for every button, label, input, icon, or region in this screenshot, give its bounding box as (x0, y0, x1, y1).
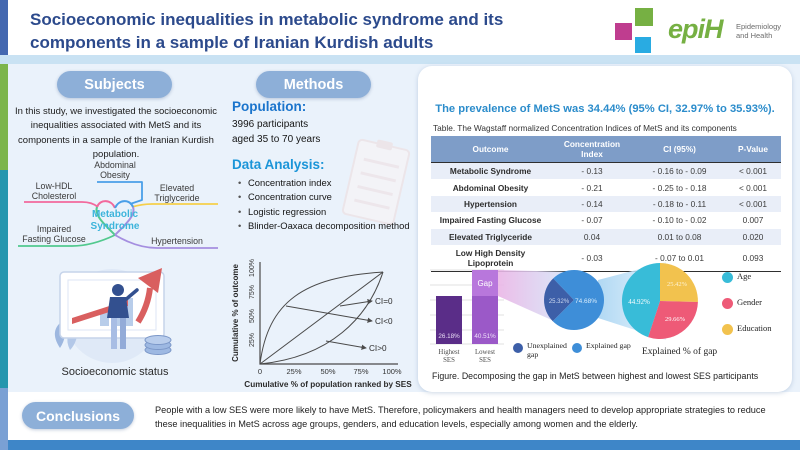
y-tick-25: 25% (249, 332, 256, 348)
x-tick-25: 25% (286, 367, 302, 376)
cell-value: < 0.001 (739, 182, 767, 193)
study-description: In this study, we investigated the socioeconomic inequalities associated with MetS and its components in a sample of the Iranian Kurdish population. (14, 106, 218, 160)
gap-label: Gap (477, 279, 493, 288)
cell-value: 0.007 (742, 215, 764, 226)
x-tick-0: 0 (257, 367, 263, 376)
cell-outcome: Impaired Fasting Glucose (439, 215, 542, 226)
equality-line (260, 272, 383, 364)
logo-tagline-line2: and Health (736, 31, 773, 41)
table-row (431, 179, 781, 195)
age-dot-icon (722, 272, 733, 283)
x-tick-100: 100% (382, 367, 402, 376)
metabolic-syndrome-diagram (12, 156, 218, 258)
legend-unexplained-label: Unexplained gap (527, 341, 567, 359)
left-accent-teal (0, 170, 8, 388)
pie2-gender-value: 29.66% (664, 316, 686, 323)
col-header-outcome: Outcome (431, 136, 550, 163)
diagram-center-label-1: Metabolic (91, 209, 139, 220)
conclusions-text: People with a low SES were more likely to have MetS. Therefore, policymakers and health managers need to develop appropriate strategies to reduce these inequalities in MetS across age groups, genders, and education levels, especially among women and the elderly. (155, 405, 766, 430)
cell-outcome: Abdominal Obesity (452, 182, 529, 193)
person-leg (111, 318, 117, 349)
lowest-bar-value: 40.51% (474, 333, 496, 340)
highest-ses-tick-1: Highest (438, 349, 460, 356)
explained-gap-dot-icon (572, 343, 582, 353)
analysis-item: • Concentration index (238, 177, 413, 189)
legend-gender-label: Gender (737, 297, 763, 307)
legend-education (722, 323, 771, 335)
cell-value: - 0.03 (581, 253, 603, 264)
cell-outcome: Elevated Triglyceride (448, 231, 532, 242)
heart-segment-pink (97, 201, 115, 208)
page-title: Socioeconomic inequalities in metabolic syndrome and its components in a sample of Iranian Kurdish adults (30, 10, 504, 52)
legend-education-label: Education (737, 323, 772, 333)
logo-square-magenta-icon (615, 23, 632, 40)
cell-value: 0.01 to 0.08 (657, 231, 702, 242)
logo-square-green-icon (635, 8, 653, 26)
highest-bar-value: 26.18% (438, 333, 460, 340)
gender-dot-icon (722, 298, 733, 309)
ci-lt-label: CI<0 (375, 317, 393, 326)
explained-pct-caption: Explained % of gap (642, 347, 718, 357)
coin-icon (145, 336, 171, 345)
figure-caption: Figure. Decomposing the gap in MetS between highest and lowest SES participants (432, 371, 759, 381)
hypertension-label: Hypertension (151, 236, 203, 246)
cell-value: - 0.10 to - 0.02 (652, 215, 707, 226)
cell-value: < 0.001 (739, 198, 767, 209)
logo-tagline-line1: Epidemiology (736, 22, 782, 31)
analysis-item: • Logistic regression (238, 206, 413, 218)
pie1-unexplained-value: 25.32% (548, 299, 570, 305)
concentration-indices-table (431, 136, 781, 272)
col-header-pvalue: P-Value (725, 136, 781, 163)
ci-gt-arrow (326, 341, 366, 348)
hdl-label-2: Cholesterol (31, 191, 77, 201)
hdl-label-1: Low-HDL (35, 181, 73, 191)
legend-explained-label: Explained gap (586, 341, 631, 350)
y-tick-100: 100% (249, 259, 256, 277)
legend-gender (722, 297, 762, 309)
curve-xlabel: Cumulative % of population ranked by SES (244, 380, 412, 389)
analysis-list (238, 177, 413, 234)
table-row (431, 163, 781, 180)
pie1-explained-value: 74.68% (574, 298, 598, 305)
lowest-ses-tick-2: SES (479, 357, 491, 364)
abdominal-label-1: Abdominal (94, 160, 136, 170)
col-header-ci95: CI (95%) (634, 136, 725, 163)
y-tick-50: 50% (249, 308, 256, 324)
y-tick-75: 75% (249, 284, 256, 300)
journal-logo: epiH (668, 14, 723, 44)
illustration-caption: Socioeconomic status (61, 366, 169, 378)
diagram-center-label-2: Syndrome (90, 221, 140, 232)
person-leg (120, 318, 126, 349)
person-head (112, 284, 124, 296)
cell-value: < 0.001 (739, 166, 767, 177)
logo-square-cyan-icon (635, 37, 651, 53)
pie2-age-value: 44.92% (628, 298, 650, 306)
legend-explained-gap (572, 342, 636, 353)
cell-value: - 0.25 to - 0.18 (652, 182, 707, 193)
journal-logo-tagline (736, 22, 781, 41)
unexplained-gap-dot-icon (513, 343, 523, 353)
highest-ses-tick-2: SES (443, 357, 455, 364)
x-tick-75: 75% (353, 367, 369, 376)
conclusions-section-label: Conclusions (22, 402, 134, 429)
triglyceride-label-2: Triglyceride (154, 193, 200, 203)
prevalence-headline: The prevalence of MetS was 34.44% (95% CI, 32.97% to 35.93%). (435, 103, 775, 115)
table-row (431, 196, 781, 212)
left-accent-slate (0, 388, 8, 450)
table-row (431, 212, 781, 228)
cell-value: - 0.13 (581, 166, 603, 177)
table-header-row (431, 136, 781, 163)
methods-section-label: Methods (256, 71, 371, 98)
ses-illustration (30, 260, 200, 364)
lowest-ses-tick-1: Lowest (474, 349, 496, 356)
subjects-section-label: Subjects (57, 71, 172, 98)
cell-outcome: Low High Density Lipoprotein (455, 248, 526, 269)
glucose-label-2: Fasting Glucose (22, 234, 86, 244)
table-row (431, 229, 781, 245)
cell-value: - 0.07 to 0.01 (655, 253, 704, 264)
triglyceride-label-1: Elevated (159, 183, 195, 193)
analysis-item: • Concentration curve (238, 191, 413, 203)
left-accent-blue (0, 0, 8, 55)
ci-gt-label: CI>0 (369, 344, 387, 353)
abdominal-label-2: Obesity (100, 170, 130, 180)
triglyceride-connector (132, 204, 218, 207)
cell-value: - 0.21 (581, 182, 603, 193)
concentration-curve-chart (228, 250, 412, 392)
header-divider-strip (0, 55, 800, 64)
cell-value: - 0.14 (581, 198, 603, 209)
cell-value: 0.04 (583, 231, 601, 242)
cell-value: 0.093 (742, 253, 764, 264)
glucose-label-1: Impaired (36, 224, 72, 234)
legend-age (722, 271, 751, 283)
x-tick-50: 50% (320, 367, 336, 376)
education-dot-icon (722, 324, 733, 335)
left-accent-green (0, 64, 8, 170)
pie2-education-value: 25.42% (666, 281, 688, 288)
cell-value: - 0.07 (581, 215, 603, 226)
legend-unexplained-gap (513, 342, 577, 360)
cell-outcome: Hypertension (463, 198, 518, 209)
ci-lt-arrow (286, 306, 372, 321)
population-details (232, 118, 320, 147)
cell-value: - 0.18 to - 0.11 (652, 198, 707, 209)
ci-eq-label: CI=0 (375, 297, 393, 306)
cell-value: 0.020 (742, 231, 764, 242)
col-header-ci: Concentration Index (550, 136, 634, 163)
table-caption: Table. The Wagstaff normalized Concentration Indices of MetS and its components (433, 123, 737, 133)
cell-value: - 0.16 to - 0.09 (652, 166, 707, 177)
analysis-heading: Data Analysis: (232, 157, 325, 172)
population-line1: 3996 participants (232, 119, 309, 130)
population-heading: Population: (232, 99, 307, 114)
legend-age-label: Age (737, 271, 752, 281)
population-line2: aged 35 to 70 years (232, 133, 321, 145)
analysis-item: • Blinder-Oaxaca decomposition method (238, 220, 413, 232)
cell-outcome: Metabolic Syndrome (449, 166, 532, 177)
bottom-band (8, 440, 800, 450)
hdl-connector (24, 202, 98, 207)
curve-ylabel: Cumulative % of outcome (231, 264, 240, 362)
